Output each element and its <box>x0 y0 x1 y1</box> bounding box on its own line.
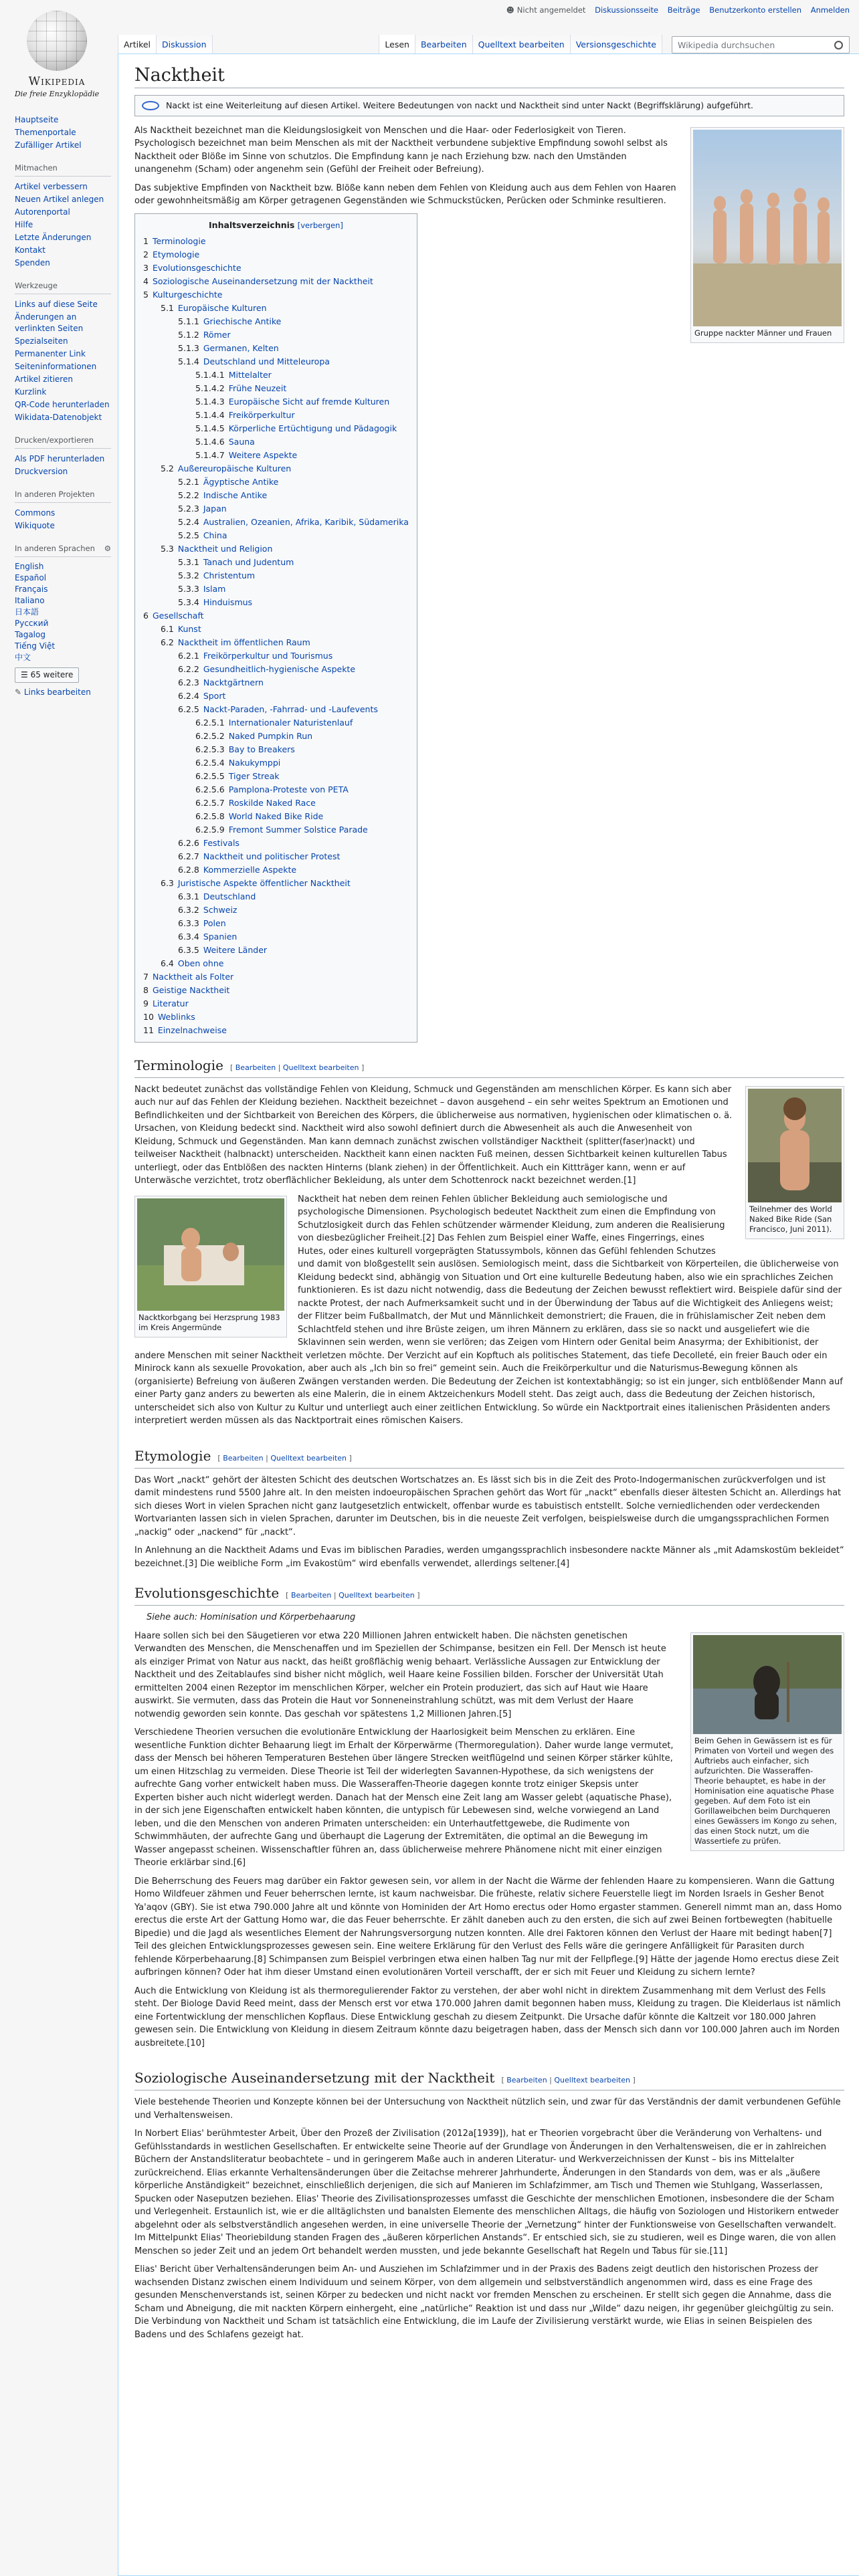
toc-link[interactable]: Tanach und Judentum <box>203 556 294 567</box>
toc-link[interactable]: Indische Antike <box>203 490 268 500</box>
toc-link[interactable]: Gesundheitlich-hygienische Aspekte <box>203 663 356 674</box>
toc-item[interactable] <box>195 409 409 422</box>
toc-item[interactable] <box>178 689 409 703</box>
toc-number: 6.3.1 <box>178 891 199 901</box>
sidebar-print-item[interactable]: Druckversion <box>15 467 68 476</box>
toc-item[interactable] <box>195 770 409 783</box>
toc-link[interactable]: Japan <box>203 503 227 514</box>
toc-link[interactable]: Australien, Ozeanien, Afrika, Karibik, Südamerika <box>203 516 409 527</box>
edit-section-link[interactable]: Bearbeiten <box>223 1453 264 1463</box>
toc-number: 6.2.7 <box>178 851 199 861</box>
toc-link[interactable]: Körperliche Ertüchtigung und Pädagogik <box>228 423 397 433</box>
toc-link[interactable]: Gesellschaft <box>152 610 204 621</box>
toc-link[interactable]: Germanen, Kelten <box>203 342 279 353</box>
view-tabs <box>379 35 850 53</box>
sidebar-nav-item[interactable]: Hauptseite <box>15 115 59 124</box>
figure-korbgang <box>134 1196 287 1337</box>
toc-item[interactable] <box>195 382 409 395</box>
article-content <box>118 53 859 2576</box>
language-link[interactable]: Español <box>15 573 47 582</box>
toc-number: 5.1.4.3 <box>195 396 225 407</box>
logo-tagline: Die freie Enzyklopädie <box>14 90 100 98</box>
evolution-paragraph-4: Auch die Entwicklung von Kleidung ist als thermoregulierender Faktor zu verstehen, der aber wohl nicht in direktem Zusammenhang mit dem Verlust des Fells steht. Der Biologe David Reed meint, dass der Mensch erst vor etwa 170.000 Jahren damit begonnen haben muss, Kleidung zu tragen. Die Kleiderlaus ist nämlich eine Fortentwicklung der menschlichen Kopflaus. Diese Entwicklung geschah zu diesem Zeitpunkt. Die Ursache dafür könnte die Kaltzeit vor 180.000 Jahren gewesen sein. Die Entwicklung von Kleidung in diesem Zeitraum könnte dazu beigetragen haben, dass der Mensch sich dann vor 100.000 Jahren auch im Norden ausbreitete.[10] <box>134 1985 841 2048</box>
toc-item[interactable] <box>178 863 409 877</box>
toc-number: 6.2.4 <box>178 690 199 701</box>
sidebar-tools-item[interactable]: Kurzlink <box>15 387 47 397</box>
edit-source-section-link[interactable]: Quelltext bearbeiten <box>282 1063 359 1072</box>
tab-edit-source[interactable]: Quelltext bearbeiten <box>472 35 570 53</box>
toc-item[interactable] <box>178 315 409 328</box>
toc-number: 5.1 <box>161 302 174 313</box>
edit-links-link[interactable]: ✎ Links bearbeiten <box>15 687 91 697</box>
toc-link[interactable]: Deutschland und Mitteleuropa <box>203 356 330 366</box>
personal-tools <box>500 5 850 15</box>
terminologie-paragraph-1: Nackt bedeutet zunächst das vollständige Fehlen von Kleidung, Schmuck und Gegenständen am menschlichen Körper. Es kann sich aber auch nur auf das Fehlen der Kleidung beziehen. Nacktheit bezeichnet – davon ausgehend – ein sehr weites Spektrum an Emotionen und Befindlichkeiten und der Sichtbarkeit von Bereichen des Körpers, die üblicherweise aus normativen, hygienischen oder klimatischen o. ä. Ursachen, von Kleidung bedeckt sind. Nacktheit wird also sowohl definiert durch die Abwesenheit als auch die Anwesenheit von Kleidung, Schmuck und Gegenständen. Man kann demnach zunächst zwischen vollständiger Nacktheit (splitter(faser)nackt) und teilweiser Nacktheit (halbnackt) unterscheiden. Nacktheit kann einen nackten Fuß meinen, dessen Sichtbarkeit keinen kulturellen Tabus unterliegt, oder das Entblößen des nackten Hinterns (blank ziehen) in der Öffentlichkeit. Auch ein Kittträger kann, wenn er auf Unterwäsche verzichtet, trotz oberflächlicher Bekleidung, als unter dem Schottenrock nackt bezeichnet werden.[1] <box>134 1084 733 1186</box>
toc-link[interactable]: Kommerzielle Aspekte <box>203 864 297 875</box>
toc-number: 3 <box>143 262 149 273</box>
toc-item[interactable] <box>178 903 409 917</box>
figure-gorilla <box>690 1632 844 1851</box>
toc-item[interactable] <box>178 569 409 582</box>
toc-number: 5.2.4 <box>178 516 199 527</box>
toc-number: 5.1.3 <box>178 342 199 353</box>
toc-link[interactable]: Polen <box>203 918 226 928</box>
toc-number: 5.1.2 <box>178 329 199 340</box>
toc-item[interactable] <box>161 877 409 957</box>
sidebar-tools-item[interactable]: Artikel zitieren <box>15 374 73 384</box>
etymologie-paragraph-2: In Anlehnung an die Nacktheit Adams und Evas im biblischen Paradies, werden umgangssprachlich insbesondere nackte Männer als „mit Adamskostüm bekleidet“ bezeichnet.[3] Die weibliche Form „im Evakostüm“ wird ebenfalls verwendet, allerdings seltener.[4] <box>134 1545 844 1569</box>
edit-source-section-link[interactable]: Quelltext bearbeiten <box>554 2076 630 2084</box>
toc-item[interactable] <box>178 355 409 462</box>
tab-article[interactable]: Artikel <box>118 35 156 53</box>
language-link[interactable]: English <box>15 562 44 571</box>
sidebar-mitmachen-item[interactable]: Kontakt <box>15 245 45 255</box>
toc-link[interactable]: Deutschland <box>203 891 256 901</box>
toc-item[interactable] <box>195 823 409 837</box>
toc-number: 6.2.5.5 <box>195 770 225 781</box>
toc-item[interactable] <box>195 435 409 449</box>
toc-link[interactable]: Islam <box>203 583 226 594</box>
toc-number: 5.2.5 <box>178 530 199 540</box>
toc-link[interactable]: Europäische Kulturen <box>177 302 267 313</box>
toc-number: 5.1.4.1 <box>195 369 225 380</box>
sidebar-mitmachen-item[interactable]: Autorenportal <box>15 207 70 217</box>
edit-section-link[interactable]: Bearbeiten <box>235 1063 276 1072</box>
toc-link[interactable]: Literatur <box>152 998 189 1008</box>
toc-link[interactable]: Terminologie <box>152 235 206 246</box>
toc-item[interactable] <box>161 542 409 609</box>
more-languages-button[interactable]: ☰ 65 weitere <box>15 667 79 683</box>
toc-number: 6.2.5.6 <box>195 784 225 794</box>
korbgang-photo[interactable] <box>137 1198 284 1311</box>
toc-number: 7 <box>143 971 149 982</box>
figure-group <box>690 127 844 343</box>
gorilla-photo[interactable] <box>693 1635 842 1734</box>
print-heading: Drucken/exportieren <box>15 435 111 449</box>
toc-number: 5.1.4.2 <box>195 383 225 393</box>
toc-item[interactable] <box>143 1010 409 1024</box>
sidebar-tools-item[interactable]: Änderungen an verlinkten Seiten <box>15 312 84 333</box>
toc-link[interactable]: Kunst <box>177 623 201 634</box>
toc-number: 8 <box>143 984 149 995</box>
figure-bike-ride <box>745 1086 844 1239</box>
toc-link[interactable]: Juristische Aspekte öffentlicher Nacktheit <box>177 877 351 888</box>
sidebar-mitmachen-item[interactable]: Neuen Artikel anlegen <box>15 195 104 204</box>
toc-link[interactable]: Weitere Länder <box>203 944 268 955</box>
figure-caption: Nacktkorbgang bei Herzsprung 1983 im Kreis Angermünde <box>138 1312 280 1332</box>
disambiguation-icon <box>142 101 159 110</box>
toc-number: 6.2.5.4 <box>195 757 225 768</box>
tab-edit[interactable]: Bearbeiten <box>415 35 472 53</box>
edit-source-section-link[interactable]: Quelltext bearbeiten <box>339 1591 415 1600</box>
toc-item[interactable] <box>178 489 409 502</box>
toc-number: 6.3.3 <box>178 918 199 928</box>
toc-link[interactable]: Internationaler Naturistenlauf <box>228 717 353 728</box>
toc-item[interactable] <box>161 302 409 462</box>
toc-link[interactable]: Etymologie <box>152 249 200 259</box>
language-link[interactable]: Italiano <box>15 596 45 605</box>
not-logged-in: Nicht angemeldet <box>516 5 586 15</box>
toc-link[interactable]: Evolutionsgeschichte <box>152 262 242 273</box>
toc-item[interactable] <box>178 556 409 569</box>
toc-number: 5.3.3 <box>178 583 199 594</box>
mitmachen-heading: Mitmachen <box>15 163 111 177</box>
sidebar-mitmachen-item[interactable]: Hilfe <box>15 220 33 229</box>
search-input[interactable]: Wikipedia durchsuchen <box>672 36 850 53</box>
bike-ride-photo[interactable] <box>748 1089 842 1202</box>
soziologie-paragraph-3: Elias' Bericht über Verhaltensänderungen beim An- und Ausziehen im Schlafzimmer und in der Praxis des Badens zeigt deutlich den historischen Prozess der wachsenden Distanz zwischen einem Individuum und seinem Körper, von dem allgemein und selbstverständlich angenommen wird, dass es eine Frage des gesunden Menschenverstands ist, seinen Körper zu bedecken und nicht nackt vor fremden Menschen zu erscheinen. Er stellt sich gegen die Annahme, dass die Scham und Abneigung, die mit nackten Körpern einhergeht, eine „natürliche“ Reaktion ist und dass nur „Wilde“ dazu neigen, ihr gegenüber gleichgültig zu sein. Die Verbindung von Nacktheit und Scham ist tatsächlich eine Entwicklung, die im Laufe der Zivilisierung verstärkt wurde, wie Elias in seinen Beispielen des Badens und des Schlafens gezeigt hat. <box>134 2264 834 2340</box>
gear-icon[interactable]: ⚙ <box>104 544 111 553</box>
toc-number: 6.3.5 <box>178 944 199 955</box>
toc-item[interactable] <box>161 636 409 877</box>
toc-number: 5.1.4.4 <box>195 409 225 420</box>
toc-number: 11 <box>143 1025 154 1035</box>
toc-item[interactable] <box>195 716 409 730</box>
namespace-tabs <box>118 35 213 53</box>
toc-number: 5.2 <box>161 463 174 473</box>
toc-item[interactable] <box>178 930 409 944</box>
toc-item[interactable] <box>178 502 409 516</box>
etymologie-paragraph-1: Das Wort „nackt“ gehört der ältesten Schicht des deutschen Wortschatzes an. Es lässt sich bis in die Zeit des Proto-Indogermanischen zurückverfolgen und ist damit mindestens rund 5500 Jahre alt. In den meisten indoeuropäischen Sprachen gehört das Wort für „nackt“ ebenfalls dieser ältesten Schicht an. Allerdings hat sich dieses Wort in vielen Sprachen nicht ganz lautgesetzlich entwickelt, offenbar wurde es tabuistisch entstellt. Solche verniedlichenden oder verdeckenden Wortvarianten lassen sich in vielen Sprachen, darunter im Deutschen, bis in die neueste Zeit verfolgen, beispielsweise durch die umgangssprachlichen Formen „nackig“ oder „nackend“ für „nackt“. <box>134 1475 842 1537</box>
sidebar-print-item[interactable]: Als PDF herunterladen <box>15 454 105 463</box>
toc-item[interactable] <box>195 449 409 462</box>
toc-number: 5.3.1 <box>178 556 199 567</box>
tab-history[interactable]: Versionsgeschichte <box>570 35 662 53</box>
language-link[interactable]: Tiếng Việt <box>15 641 56 651</box>
toc-item[interactable] <box>178 890 409 903</box>
toc-number: 6.2.5 <box>178 704 199 714</box>
toc-number: 6.3.2 <box>178 904 199 915</box>
user-icon: ☻ <box>506 5 514 15</box>
toc-link[interactable]: Nacktheit als Folter <box>152 971 234 982</box>
toc-link[interactable]: Einzelnachweise <box>157 1025 227 1035</box>
sidebar-project-item[interactable]: Wikiquote <box>15 521 55 530</box>
language-link[interactable]: Русский <box>15 619 49 628</box>
toc-item[interactable] <box>143 248 409 261</box>
toc-number: 5.3 <box>161 543 174 554</box>
hatnote-text: Nackt ist eine Weiterleitung auf diesen Artikel. Weitere Bedeutungen von nackt und Nacktheit sind unter Nackt (Begriffsklärung) aufgeführt. <box>166 100 753 110</box>
toc-link[interactable]: Festivals <box>203 837 240 848</box>
toc-item[interactable] <box>178 917 409 930</box>
figure-caption: Beim Gehen in Gewässern ist es für Primaten von Vorteil und wegen des Auftriebs auch einfacher, sich aufzurichten. Die Wasseraffen-Theorie behauptet, es habe in der Hominisation eine aquatische Phase gegeben. Auf dem Foto ist ein Gorillaweibchen beim Durchqueren eines Gewässers im Kongo zu sehen, das einen Stock nutzt, um die Wassertiefe zu prüfen. <box>694 1735 837 1846</box>
toc-item[interactable] <box>161 957 409 970</box>
toc-number: 6.2.5.7 <box>195 797 225 808</box>
toc-link[interactable]: Mittelalter <box>228 369 272 380</box>
section-heading-soziologie: Soziologische Auseinandersetzung mit der Nacktheit [ Bearbeiten | Quelltext bearbeiten ] <box>134 2068 844 2090</box>
toc-link[interactable]: Schweiz <box>203 904 237 915</box>
sidebar-mitmachen-item[interactable]: Artikel verbessern <box>15 182 88 191</box>
toc-link[interactable]: Nackt-Paraden, -Fahrrad- und -Laufevents <box>203 704 378 714</box>
toc-item[interactable] <box>195 796 409 810</box>
toc-link[interactable]: World Naked Bike Ride <box>228 811 324 821</box>
toc-number: 6.1 <box>161 623 174 634</box>
toc-title: Inhaltsverzeichnis <box>209 219 295 230</box>
talk-link[interactable]: Diskussionsseite <box>595 5 659 15</box>
toc-item[interactable] <box>178 475 409 489</box>
toc-number: 1 <box>143 235 149 246</box>
toc-item[interactable] <box>143 970 409 984</box>
edit-section-link[interactable]: Bearbeiten <box>290 1591 332 1600</box>
toc-number: 5.1.4.5 <box>195 423 225 433</box>
toc-item[interactable] <box>143 997 409 1010</box>
toc-link[interactable]: China <box>203 530 227 540</box>
toc-link[interactable]: Hinduismus <box>203 597 253 607</box>
toc-item[interactable] <box>195 743 409 756</box>
toc-link[interactable]: Ägyptische Antike <box>203 476 279 487</box>
toc-link[interactable]: Sport <box>203 690 226 701</box>
toc-item[interactable] <box>143 288 409 609</box>
hatnote <box>134 95 844 116</box>
sidebar-project-item[interactable]: Commons <box>15 508 56 518</box>
toc-number: 5.2.1 <box>178 476 199 487</box>
table-of-contents <box>134 213 417 1043</box>
toc-item[interactable] <box>178 837 409 850</box>
sidebar-tools-item[interactable]: QR-Code herunterladen <box>15 400 110 409</box>
toc-number: 6.2.8 <box>178 864 199 875</box>
toc-link[interactable]: Pamplona-Proteste von PETA <box>228 784 349 794</box>
toc-number: 2 <box>143 249 149 259</box>
toc-link[interactable]: Weblinks <box>157 1011 195 1022</box>
group-photo[interactable] <box>693 130 842 326</box>
logo-wordmark: Wikipedia <box>28 75 86 88</box>
toc-item[interactable] <box>178 596 409 609</box>
toc-item[interactable] <box>178 582 409 596</box>
soziologie-paragraph-1: Viele bestehende Theorien und Konzepte können bei der Untersuchung von Nacktheit nützlich sein, und zwar für das Verständnis der damit verbundenen Gefühle und Verhaltensweisen. <box>134 2097 841 2121</box>
sidebar-mitmachen-item[interactable]: Letzte Änderungen <box>15 233 92 242</box>
toc-link[interactable]: Frühe Neuzeit <box>228 383 287 393</box>
toc-link[interactable]: Geistige Nacktheit <box>152 984 230 995</box>
toc-link[interactable]: Kulturgeschichte <box>152 289 223 300</box>
toc-number: 6.3.4 <box>178 931 199 942</box>
intro-paragraph-2: Das subjektive Empfinden von Nacktheit bzw. Blöße kann neben dem Fehlen von Kleidung auch aus dem Fehlen von Haaren oder gewohnheitsmäßig am Körper getragenen Gegenständen wie Schmuckstücken, Perücken oder Schminke resultieren. <box>134 183 676 206</box>
sidebar-tools-item[interactable]: Seiteninformationen <box>15 362 97 371</box>
toc-link[interactable]: Weitere Aspekte <box>228 449 298 460</box>
toc-number: 6 <box>143 610 149 621</box>
toc-item[interactable] <box>178 516 409 529</box>
toc-link[interactable]: Außereuropäische Kulturen <box>177 463 292 473</box>
toc-number: 6.2.5.8 <box>195 811 225 821</box>
toc-link[interactable]: Nacktheit und politischer Protest <box>203 851 341 861</box>
sidebar-nav-item[interactable]: Zufälliger Artikel <box>15 140 82 150</box>
toc-link[interactable]: Bay to Breakers <box>228 744 295 754</box>
toc-item[interactable] <box>143 261 409 275</box>
toc-link[interactable]: Sauna <box>228 436 255 447</box>
toc-item[interactable] <box>178 529 409 542</box>
toc-link[interactable]: Oben ohne <box>177 958 224 968</box>
toc-item[interactable] <box>178 703 409 837</box>
toc-number: 6.2.5.3 <box>195 744 225 754</box>
toc-number: 9 <box>143 998 149 1008</box>
language-link[interactable]: 日本語 <box>15 607 39 617</box>
toc-number: 6.2.2 <box>178 663 199 674</box>
toc-number: 6.3 <box>161 877 174 888</box>
sidebar-tools-item[interactable]: Spezialseiten <box>15 336 68 346</box>
figure-caption: Gruppe nackter Männer und Frauen <box>694 328 832 338</box>
evolution-paragraph-1: Haare sollen sich bei den Säugetieren vor etwa 220 Millionen Jahren entwickelt haben. Die nächsten genetischen Verwandten des Menschen, die Menschenaffen und im Speziellen der Schimpanse, besitzen ein Fell. Der Mensch ist heute als einziger Primat von Natur aus nackt, das heißt großflächig wenig behaart. Verlässliche Aussagen zur Entwicklung der Nacktheit und des Zeitablaufes sind bisher nicht möglich, weil Haare keine Fossilien bilden. Forscher der Universität Utah ermittelten 2004 einen Rezeptor im menschlichen Körper, welcher ein Protein produziert, das sich auf Haut wie Haare auswirkt. Sie vermuten, dass das Protein die Haut vor Sonneneinstrahlung schützt, was mit dem Verlust der Haare notwendig geworden sein konnte. Das geschah vor spätestens 1,2 Millionen Jahren.[5] <box>134 1630 666 1719</box>
toc-item[interactable] <box>178 342 409 355</box>
toc-item[interactable] <box>178 649 409 663</box>
language-link[interactable]: Français <box>15 584 48 594</box>
sidebar <box>0 114 118 709</box>
toc-number: 6.2.3 <box>178 677 199 687</box>
toc-item[interactable] <box>161 623 409 636</box>
tab-discussion[interactable]: Diskussion <box>156 35 212 53</box>
toc-number: 5.3.2 <box>178 570 199 580</box>
login-link[interactable]: Anmelden <box>810 5 850 15</box>
toc-number: 6.2.6 <box>178 837 199 848</box>
toc-item[interactable] <box>178 663 409 676</box>
section-heading-evolution: Evolutionsgeschichte [ Bearbeiten | Quelltext bearbeiten ] <box>134 1584 844 1606</box>
toc-link[interactable]: Naked Pumpkin Run <box>228 730 313 741</box>
toc-link[interactable]: Freikörperkultur <box>228 409 295 420</box>
puzzle-globe-icon <box>27 11 87 71</box>
intro-paragraph-1: Als Nacktheit bezeichnet man die Kleidungslosigkeit von Menschen und die Haar- oder Federlosigkeit von Tieren. Psychologisch bezeichnet man beim Menschen als mit der Nacktheit verbundene subjektive Empfindung sowohl selbst als Nacktheit oder Blöße im Sinne von schutzlos. Die Empfindung kann je nach Erziehung bzw. nach den Umständen unangenehm (Scham) oder angenehm sein (Gefühl der Freiheit oder Befreiung). <box>134 125 668 175</box>
toc-item[interactable] <box>143 275 409 288</box>
toc-item[interactable] <box>195 783 409 796</box>
toc-link[interactable]: Fremont Summer Solstice Parade <box>228 824 368 835</box>
sidebar-nav-item[interactable]: Themenportale <box>15 128 76 137</box>
toc-number: 4 <box>143 276 149 286</box>
toc-item[interactable] <box>195 810 409 823</box>
toc-number: 6.2.5.1 <box>195 717 225 728</box>
create-account-link[interactable]: Benutzerkonto erstellen <box>709 5 802 15</box>
tab-read[interactable]: Lesen <box>379 35 415 53</box>
toc-number: 5.1.4.6 <box>195 436 225 447</box>
toc-item[interactable] <box>161 462 409 542</box>
toc-item[interactable] <box>178 850 409 863</box>
toc-item[interactable] <box>143 609 409 970</box>
toc-number: 6.2 <box>161 637 174 647</box>
terminologie-paragraph-2: Nacktheit hat neben dem reinen Fehlen üblicher Bekleidung auch semiologische und psychologische Dimensionen. Psychologisch bedeutet Nacktheit zum einen die Empfindung von Schutzlosigkeit durch das Fehlen schützender wärmender Kleidung, zum anderen die Realisierung von diesbezüglicher Freiheit.[2] Das Fehlen zum Beispiel einer Waffe, eines Fingerrings, eines Hutes, oder eines kulturell vorgeprägten Statussymbols, können das Gefühl fehlenden Schutzes und damit von bloßgestellt sein auslösen. Semiologisch meint, dass die Sichtbarkeit von Körperteilen, die üblicherweise von Kleidung bedeckt sind, abhängig von Situation und Ort eine kulturelle Bedeutung haben, also wie ein sprachliches Zeichen funktionieren. Es ist dazu nicht notwendig, dass die Bedeutung der Zeichen bewusst reflektiert wird. Beispiele dafür sind der nackte Protest, der nach Aufmerksamkeit sucht und in der Überwindung der Tabus auf die Wichtigkeit des Anliegens weist; der Flitzer beim Fußballmatch, der Mut und Männlichkeit demonstriert; die Frauen, die in frühislamischer Zeit neben dem Schlachtfeld stehen und ihre Brüste zeigen, um ihren Männern zu erklären, dass sie so nackt und ausgeliefert wie die Sklavinnen sein werden, wenn sie verlören; das Zeigen vom Hintern oder Genital beim Anasyrma; der Exhibitionist, der andere Menschen mit seiner Nacktheit verletzen möchte. Der Verzicht auf ein Kopftuch als politisches Statement, das tiefe Decolleté, ein freier Bauch oder ein Minirock kann als sexuelle Provokation, aber auch als „Ich bin so frei“ gemeint sein. Auch die Freikörperkultur und die Naturismus-Bewegung können als (organisierte) Befreiung von äußeren Zwängen verstanden werden. Die Bedeutung der Zeichen ist kontextabhängig; so ist ein junger, sich entblößender Mann auf einer Party ganz anders zu bewerten als eine Malerin, die in einem Aktzeichenkurs Modell steht. Das zeigt auch, dass die Bedeutung der Zeichen historisch, unterscheidet sich also von Kultur zu Kultur und unterliegt auch einer zeitlichen Entwicklung. So würde ein Nacktportrait eines italienischen Präsidenten anders interpretiert werden müssen als das Nacktportrait eines römischen Kaisers. <box>134 1194 843 1426</box>
language-link[interactable]: Tagalog <box>15 630 45 639</box>
page-title: Nacktheit <box>134 64 844 88</box>
toc-link[interactable]: Spanien <box>203 931 237 942</box>
translate-icon: ☰ <box>21 670 28 679</box>
soziologie-paragraph-2: In Norbert Elias' berühmtester Arbeit, Über den Prozeß der Zivilisation (2012a[1939]), hat er Theorien vorgebracht über die Veränderung von Verhaltens- und Gefühlsstandards in westlichen Gesellschaften. Er entwickelte seine Theorie auf der Grundlage von Änderungen in den Verhaltensweisen, die er in zahlreichen Büchern der Anstandsliteratur beobachtete – und in geringerem Maße auch in anderen Literatur- und Werkverzeichnissen der Kunst – bis ins Mittelalter zurückreichend. Elias erkannte Verhaltensänderungen über die Zeitachse mehrerer Jahrhunderte, Änderungen in den Standards von dem, was er als „äußere körperliche Anständigkeit“ bezeichnet, einschließlich derjenigen, die sich auf Manieren im Schlafzimmer, am Tisch und Themen wie Stuhlgang, Wasserlassen, Spucken oder Naseputzen beziehen. Elias' Theorie des Zivilisationsprozesses umfasst die Geschichte der menschlichen Emotionen, insbesondere die der Scham und Verlegenheit. Erstaunlich ist, wie er die alltäglichsten und banalsten Elemente des menschlichen Alltags, die häufig von Soziologen und Historikern entweder abgelehnt oder als selbstverständlich angesehen werden, in eine universelle Theorie der „Vernetzung“ hinter der Funktionsweise von Gesellschaften verwandelt. Im Mittelpunkt Elias' Theoriebildung standen Fragen des „äußeren körperlichen Anstands“. Er entschied sich, sie zu studieren, weil es Dinge waren, die von allen Menschen so jeder Zeit und an jedem Ort behandelt werden mussten, und jede bekannte Gesellschaft hat Regeln und Tabus für sie.[11] <box>134 2129 839 2256</box>
wikipedia-logo[interactable] <box>7 7 107 107</box>
section-heading-etymologie: Etymologie [ Bearbeiten | Quelltext bearbeiten ] <box>134 1446 844 1469</box>
toc-link[interactable]: Nakukymppi <box>228 757 281 768</box>
toc-link[interactable]: Roskilde Naked Race <box>228 797 316 808</box>
edit-source-section-link[interactable]: Quelltext bearbeiten <box>270 1453 347 1463</box>
toc-item[interactable] <box>195 756 409 770</box>
evolution-paragraph-2: Verschiedene Theorien versuchen die evolutionäre Entwicklung der Haarlosigkeit beim Menschen zu erklären. Eine wesentliche Funktion dichter Behaarung liegt im Erhalt der Körperwärme (Thermoregulation). Daher wurde lange vermutet, dass der Mensch bei höheren Temperaturen Bestehen über längere Strecken weitflügelnd und seinen Körper stärker kühlte, um einen Hitzschlag zu vermeiden. Diese Theorie ist Teil der widerlegten Savannen-Hypothese, da sich wenigstens der aufrechte Gang vorher entwickelt haben muss. Die Wasseraffen-Theorie dagegen konnte trotz einiger Skepsis unter Experten bisher auch nicht widerlegt werden. Danach hat der Mensch eine Zeit lang am Wasser gelebt (aquatische Phase), in der sich jene Eigenschaften entwickelt haben könnten, die untypisch für Lebewesen sind, welche vorwiegend an Land leben, und die den Menschen von anderen Primaten unterscheiden: ein Unterhautfettgewebe, die Rudimente von Schwimmhäuten, der aufrechte Gang und überhaupt die Lagerung der Extremitäten, die optimal an die Bewegung im Wasser angepasst scheinen. Wissenschaftler führen an, dass üblicherweise mehrere Phänomene nicht mit einer einzigen Theorie erklärbar sind.[6] <box>134 1727 674 1868</box>
toc-link[interactable]: Soziologische Auseinandersetzung mit der Nacktheit <box>152 276 373 286</box>
toc-link[interactable]: Nacktheit im öffentlichen Raum <box>177 637 310 647</box>
toc-item[interactable] <box>143 1024 409 1037</box>
toc-number: 5.1.4.7 <box>195 449 225 460</box>
sidebar-tools-item[interactable]: Wikidata-Datenobjekt <box>15 413 102 422</box>
figure-caption: Teilnehmer des World Naked Bike Ride (San Francisco, Juni 2011). <box>749 1204 832 1234</box>
toc-number: 5.2.3 <box>178 503 199 514</box>
evolution-paragraph-3: Die Beherrschung des Feuers mag darüber ein Faktor gewesen sein, vor allem in der Nacht die Wärme der fehlenden Haare zu kompensieren. Wann die Gattung Homo Wildfeuer zähmen und Feuer beherrschen lernte, ist kaum nachweisbar. Die früheste, relativ sichere Feuerstelle liegt im Norden Israels in Gesher Benot Ya'aqov (GBY). Sie ist etwa 790.000 Jahre alt und könnte von Hominiden der Art Homo erectus oder Homo ergaster stammen. Generell nimmt man an, dass Homo erectus die erste Art der Gattung Homo war, die das Feuer beherrschte. Er zählt daneben auch zu den ersten, die sich auf zwei Beinen fortbewegten (habituelle Bipedie) und die Jagd als wesentliches Element der Nahrungsversorgung nutzen konnten. Alle drei Faktoren können den Verlust der Haare mit bedingt haben[7] Teil des gleichen Entwicklungsprozesses gewesen sein. Eine weitere Erklärung für den Verlust des Fells wäre die geringere Anfälligkeit für Parasiten durch fehlende Körperbehaarung.[8] Schimpansen zum Beispiel verbringen etwa einen halben Tag nur mit der Fellpflege.[9] Hätte der jagende Homo erectus diese Zeit aufbringen können? Oder hat ihm dieser Umstand einen evolutionären Vorteil verschafft, der er sich mit Feuer und Kleidung zu sichern lernte? <box>134 1876 842 1977</box>
toc-item[interactable] <box>143 235 409 248</box>
language-link[interactable]: 中文 <box>15 653 31 662</box>
sidebar-tools-item[interactable]: Permanenter Link <box>15 349 86 358</box>
contributions-link[interactable]: Beiträge <box>667 5 700 15</box>
toc-link[interactable]: Christentum <box>203 570 256 580</box>
toc-item[interactable] <box>195 730 409 743</box>
toc-link[interactable]: Tiger Streak <box>228 770 280 781</box>
toc-toggle[interactable]: [verbergen] <box>297 220 343 230</box>
toc-item[interactable] <box>195 368 409 382</box>
toc-link[interactable]: Freikörperkultur und Tourismus <box>203 650 333 661</box>
toc-item[interactable] <box>195 395 409 409</box>
toc-number: 6.2.5.2 <box>195 730 225 741</box>
toc-number: 5.1.1 <box>178 316 199 326</box>
toc-number: 6.2.1 <box>178 650 199 661</box>
edit-section-link[interactable]: Bearbeiten <box>506 2076 547 2084</box>
other-projects-heading: In anderen Projekten <box>15 489 111 503</box>
toc-number: 5.3.4 <box>178 597 199 607</box>
sidebar-tools-item[interactable]: Links auf diese Seite <box>15 300 98 309</box>
toc-number: 5 <box>143 289 149 300</box>
toc-item[interactable] <box>178 328 409 342</box>
section-heading-terminologie: Terminologie [ Bearbeiten | Quelltext bearbeiten ] <box>134 1056 844 1078</box>
toc-link[interactable]: Griechische Antike <box>203 316 282 326</box>
toc-item[interactable] <box>178 676 409 689</box>
toc-number: 6.4 <box>161 958 174 968</box>
toc-link[interactable]: Römer <box>203 329 231 340</box>
toc-item[interactable] <box>143 984 409 997</box>
toc-link[interactable]: Nacktgärtnern <box>203 677 264 687</box>
toc-number: 6.2.5.9 <box>195 824 225 835</box>
toc-number: 10 <box>143 1011 154 1022</box>
toc-number: 5.1.4 <box>178 356 199 366</box>
toc-item[interactable] <box>178 944 409 957</box>
toc-link[interactable]: Europäische Sicht auf fremde Kulturen <box>228 396 390 407</box>
see-also-hatnote: Siehe auch: Hominisation und Körperbehaarung <box>147 1612 356 1622</box>
toc-item[interactable] <box>195 422 409 435</box>
toc-link[interactable]: Nacktheit und Religion <box>177 543 273 554</box>
toc-number: 5.2.2 <box>178 490 199 500</box>
languages-heading: In anderen Sprachen ⚙ <box>15 543 111 557</box>
tools-heading: Werkzeuge <box>15 280 111 294</box>
sidebar-mitmachen-item[interactable]: Spenden <box>15 258 50 267</box>
